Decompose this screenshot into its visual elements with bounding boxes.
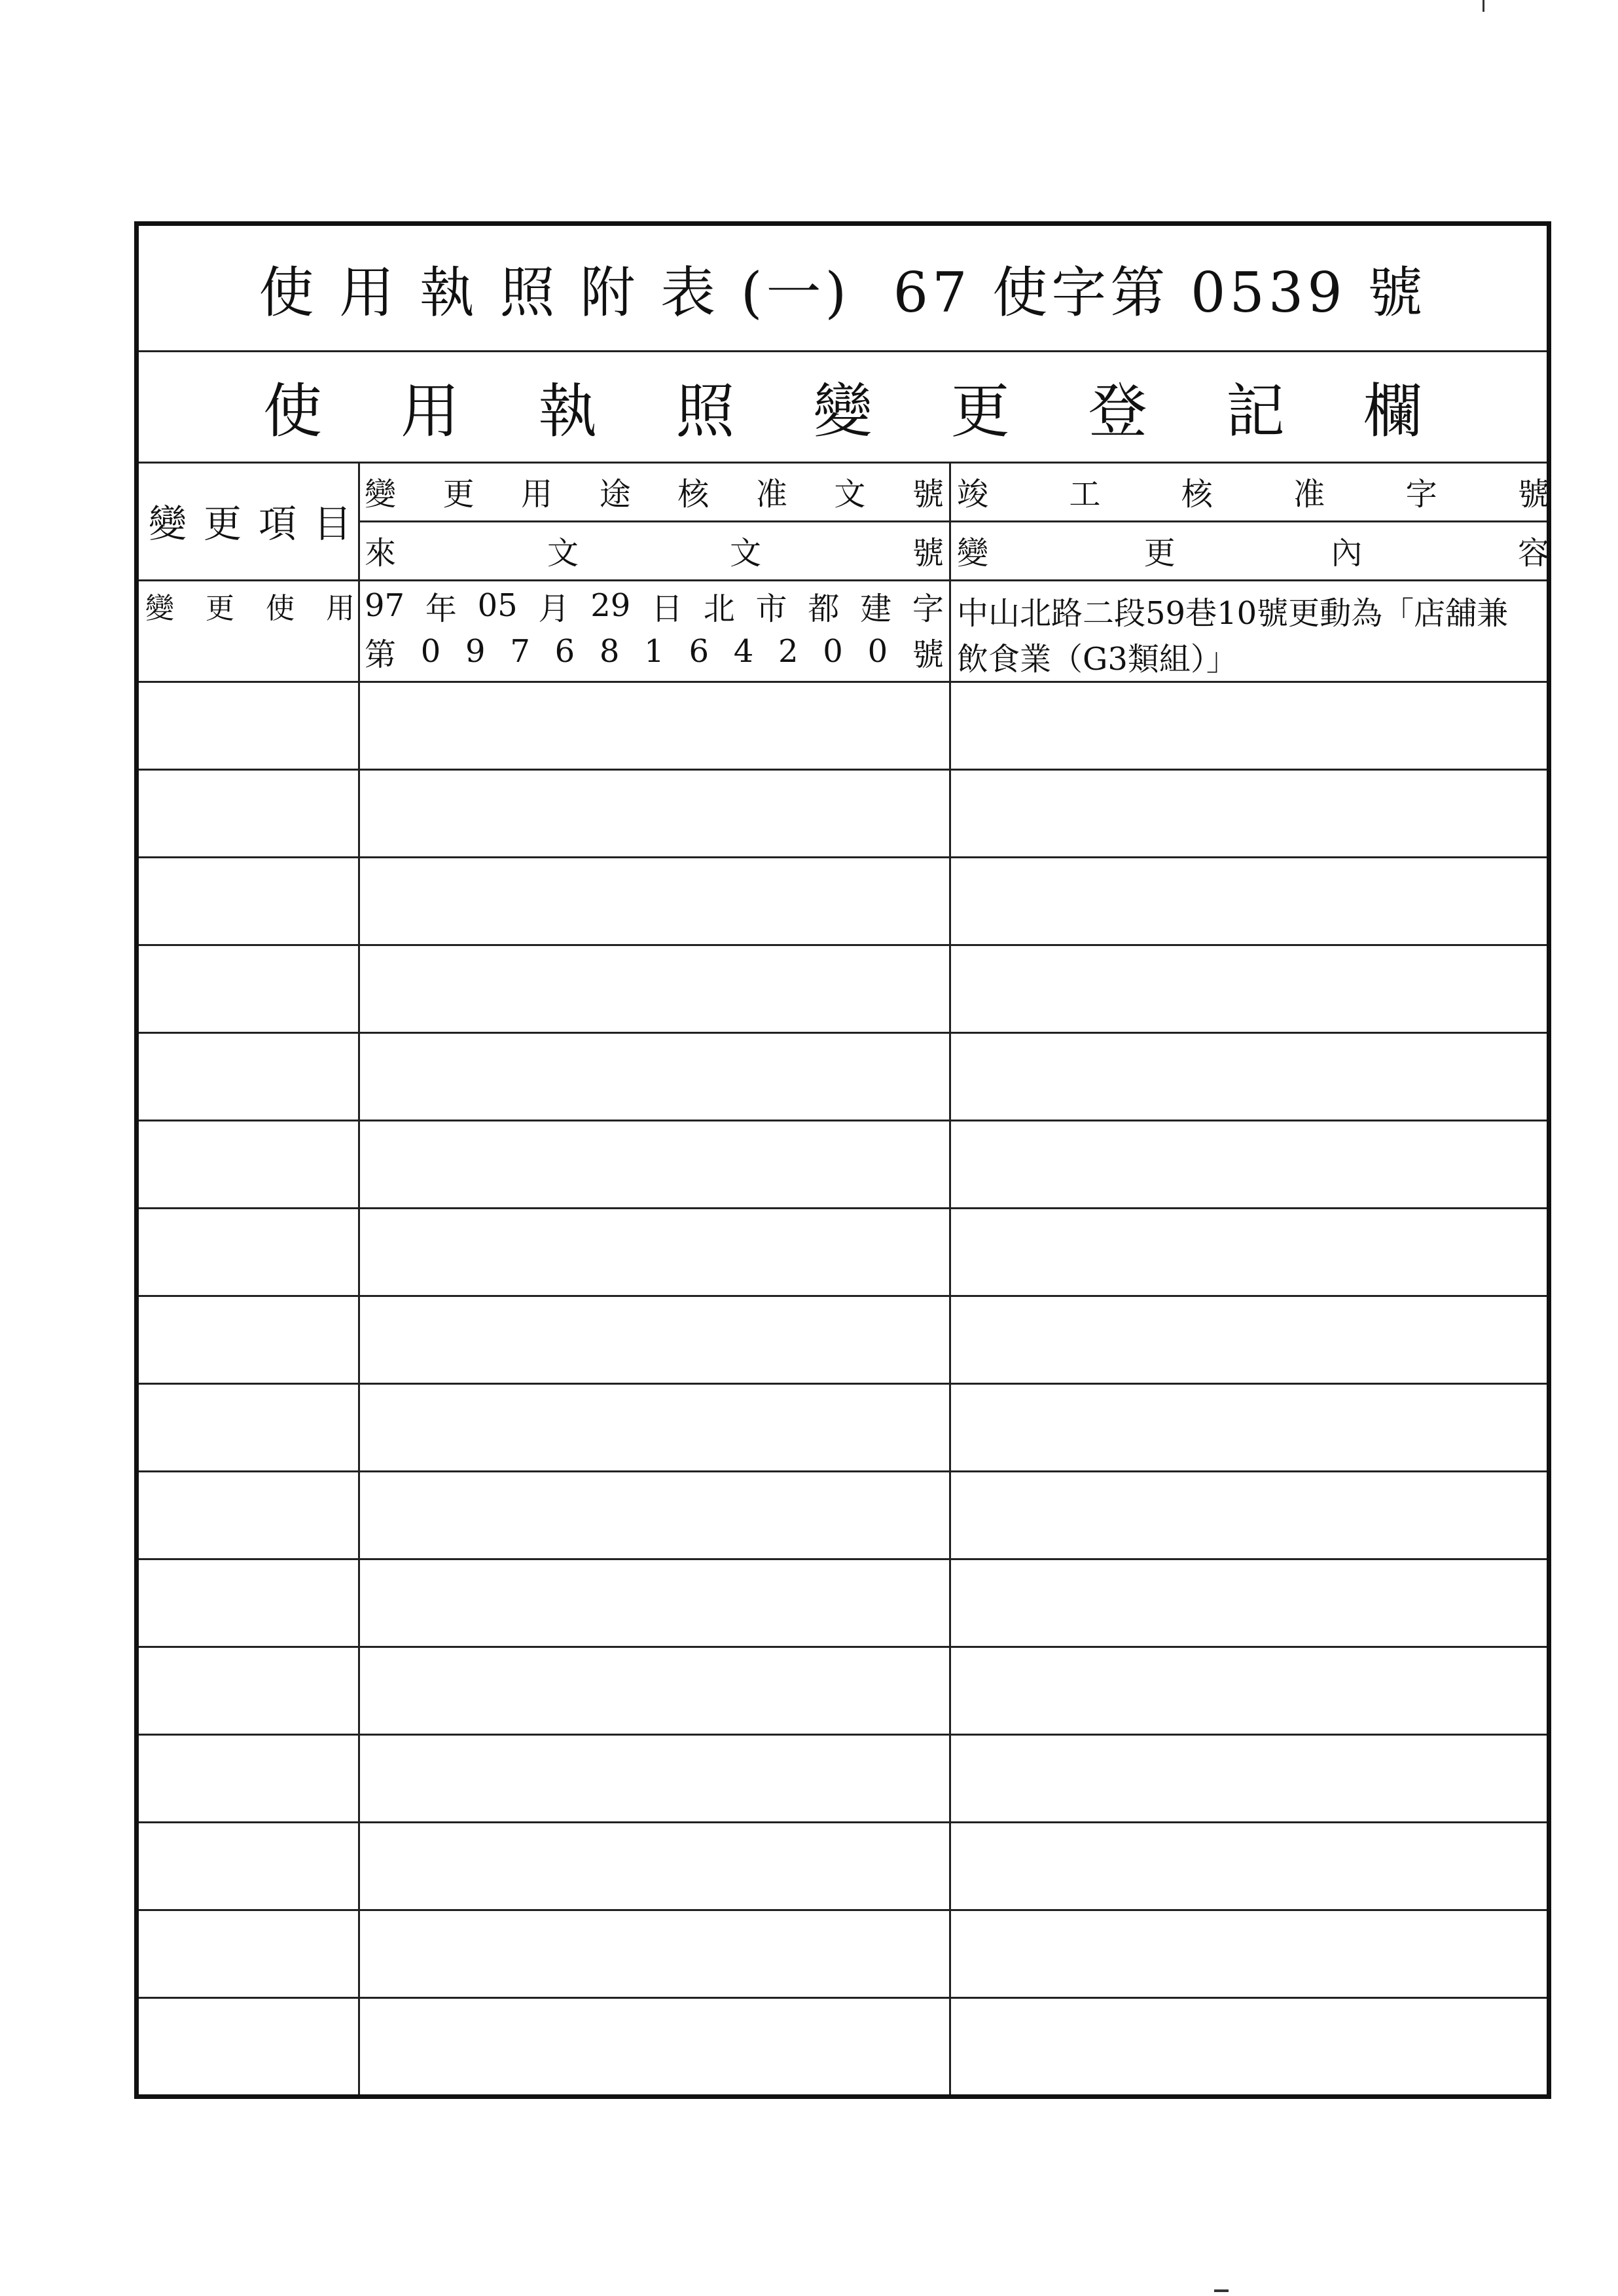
record-char: 月 [538,590,570,627]
record-char: 日 [651,590,683,627]
record-char: 6 [689,633,709,670]
row-divider [139,1558,1547,1560]
record-char: 用 [326,592,355,625]
section-heading [139,350,1547,462]
heading-char: 記 [1225,377,1285,446]
form-title: 使 用 執 照 附 表 (一) 67 使字第 0539 號 [259,260,1427,325]
header-char: 准 [755,475,787,513]
row-divider [139,1470,1547,1472]
header-char: 號 [1517,475,1549,513]
header-char: 文 [729,534,761,572]
header-char: 號 [912,475,944,513]
record-content-line1: 中山北路二段59巷10號更動為「店舖兼 [957,595,1509,632]
record-char: 7 [510,633,530,670]
row-divider [139,1032,1547,1034]
usage-permit-form [134,221,1551,2099]
header-char: 內 [1331,534,1363,572]
row-divider [139,1821,1547,1823]
record-char: 0 [420,633,441,670]
header-char: 來 [365,534,397,572]
header-char: 變 [957,534,989,572]
scan-mark [1214,2289,1229,2292]
row-divider [139,769,1547,771]
incoming-doc-header [365,520,944,579]
header-char: 准 [1293,475,1325,513]
header-char: 項 [258,501,297,546]
header-char: 變 [149,501,187,546]
header-char: 核 [677,475,710,513]
record-char: 字 [912,590,944,627]
column-divider [949,462,951,2094]
record-char: 05 [477,587,518,624]
record-char: 29 [590,587,631,624]
row-divider [139,1997,1547,1999]
header-char: 用 [521,475,553,513]
header-char: 更 [442,475,475,513]
header-char: 目 [313,501,351,546]
row-divider [139,1909,1547,1911]
record-char: 北 [703,590,735,627]
record-char: 0 [867,633,888,670]
heading-char: 登 [1088,377,1147,446]
header-char: 文 [547,534,579,572]
record-doc-line1 [365,583,944,629]
record-char: 更 [206,592,234,625]
row-divider [139,1120,1547,1121]
record-char: 4 [733,633,754,670]
header-char: 變 [365,475,397,513]
row-divider [139,856,1547,858]
record-char: 0 [823,633,843,670]
header-char: 文 [834,475,866,513]
record-doc-line2 [365,629,944,674]
header-char: 容 [1517,534,1549,572]
header-char: 竣 [957,475,989,513]
header-char: 工 [1069,475,1101,513]
divider [139,579,1547,581]
record-char: 6 [554,633,575,670]
approval-number-header [365,462,944,520]
row-divider [139,681,1547,683]
heading-char: 執 [538,377,598,446]
row-divider [139,1295,1547,1297]
record-char: 第 [365,636,397,673]
change-content-header [957,520,1549,579]
heading-char: 使 [263,377,323,446]
record-char: 1 [644,633,664,670]
record-char: 號 [912,636,944,673]
item-column-header [149,462,351,579]
record-char: 97 [365,587,405,624]
record-content-line2: 飲食業（G3類組）」 [957,641,1238,678]
record-char: 9 [465,633,486,670]
heading-char: 用 [401,377,460,446]
row-divider [139,944,1547,946]
header-char: 核 [1181,475,1213,513]
row-divider [139,1383,1547,1385]
header-char: 字 [1405,475,1437,513]
record-char: 8 [599,633,620,670]
column-divider [358,462,360,2094]
header-char: 途 [599,475,631,513]
heading-char: 變 [813,377,872,446]
heading-char: 照 [675,377,735,446]
record-char: 年 [425,590,457,627]
record-char: 建 [860,590,892,627]
header-char: 更 [1143,534,1176,572]
row-divider [139,1207,1547,1209]
row-divider [139,1646,1547,1648]
heading-char: 欄 [1363,377,1422,446]
record-char: 使 [266,592,295,625]
record-item [145,583,355,629]
record-char: 變 [145,592,174,625]
heading-char: 更 [950,377,1010,446]
header-char: 號 [912,534,944,572]
row-divider [139,1734,1547,1736]
record-char: 都 [808,590,840,627]
header-char: 更 [203,501,242,546]
completion-number-header [957,462,1549,520]
record-char: 市 [755,590,787,627]
record-char: 2 [778,633,799,670]
scan-mark [1483,0,1484,12]
